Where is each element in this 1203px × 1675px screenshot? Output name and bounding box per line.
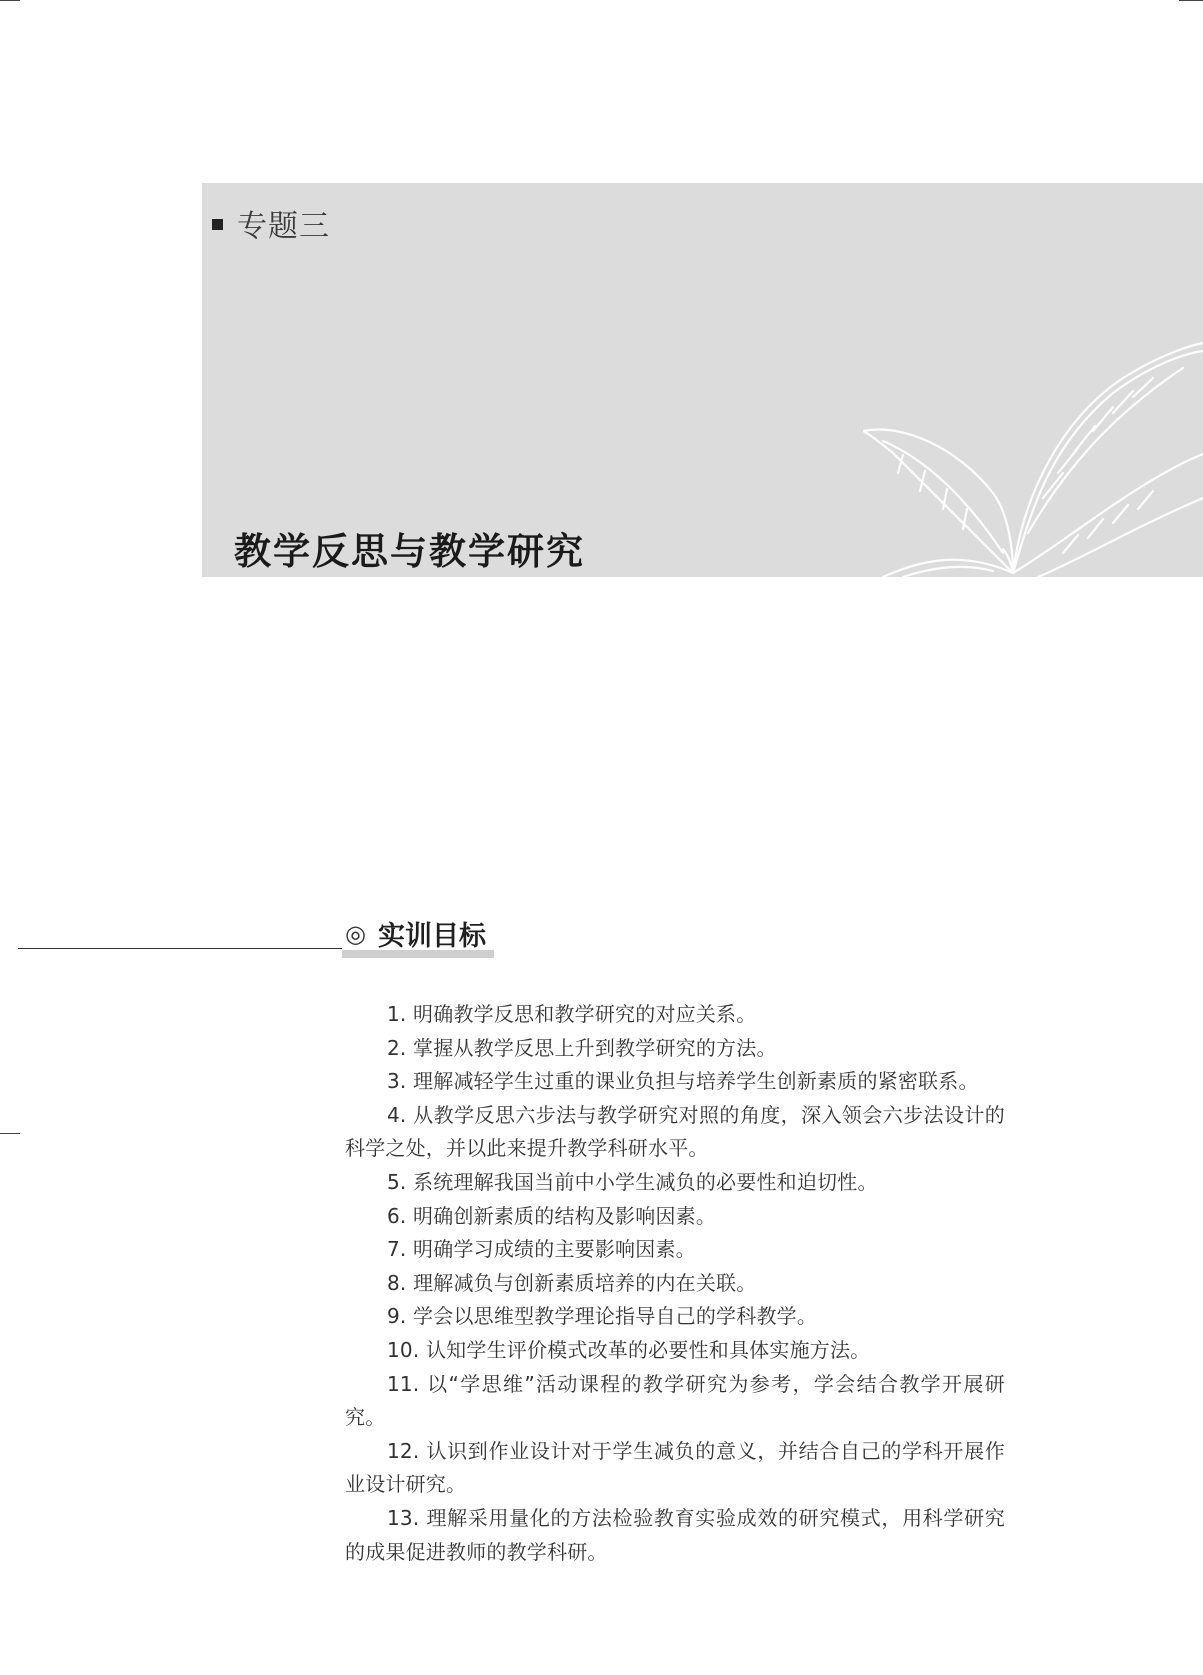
crop-mark-top-left (0, 0, 20, 1)
goal-item: 5. 系统理解我国当前中小学生减负的必要性和迫切性。 (387, 1169, 878, 1194)
topic-label-text: 专题三 (237, 209, 330, 244)
crop-mark-top-right (1179, 0, 1203, 1)
goal-item: 12. 认识到作业设计对于学生减负的意义，并结合自己的学科开展作业设计研究。 (345, 1438, 1005, 1497)
double-circle-icon: ◎ (345, 919, 366, 948)
goal-item: 2. 掌握从教学反思上升到教学研究的方法。 (387, 1035, 777, 1060)
leaf-decoration-icon (863, 323, 1203, 577)
section-heading (345, 914, 486, 953)
goal-item: 11. 以“学思维”活动课程的教学研究为参考，学会结合教学开展研究。 (345, 1371, 1005, 1430)
square-bullet-icon (212, 219, 223, 230)
goal-item: 6. 明确创新素质的结构及影响因素。 (387, 1203, 717, 1228)
topic-label (212, 201, 330, 245)
goal-item: 4. 从教学反思六步法与教学研究对照的角度，深入领会六步法设计的科学之处，并以此来提升教学科研水平。 (345, 1102, 1005, 1161)
heading-rule (18, 948, 342, 949)
section-heading-text: 实训目标 (377, 921, 486, 952)
crop-mark-middle-left (0, 1133, 20, 1134)
chapter-title: 教学反思与教学研究 (234, 530, 585, 573)
goal-item: 9. 学会以思维型教学理论指导自己的学科教学。 (387, 1304, 818, 1329)
goal-item: 3. 理解减轻学生过重的课业负担与培养学生创新素质的紧密联系。 (387, 1069, 979, 1094)
training-goals-list (345, 998, 1005, 1569)
goal-item: 13. 理解采用量化的方法检验教育实验成效的研究模式，用科学研究的成果促进教师的教学科研。 (345, 1505, 1005, 1564)
chapter-header-band (202, 183, 1203, 577)
goal-item: 7. 明确学习成绩的主要影响因素。 (387, 1237, 696, 1262)
goal-item: 10. 认知学生评价模式改革的必要性和具体实施方法。 (387, 1337, 871, 1362)
goal-item: 8. 理解减负与创新素质培养的内在关联。 (387, 1270, 757, 1295)
goal-item: 1. 明确教学反思和教学研究的对应关系。 (387, 1002, 757, 1026)
